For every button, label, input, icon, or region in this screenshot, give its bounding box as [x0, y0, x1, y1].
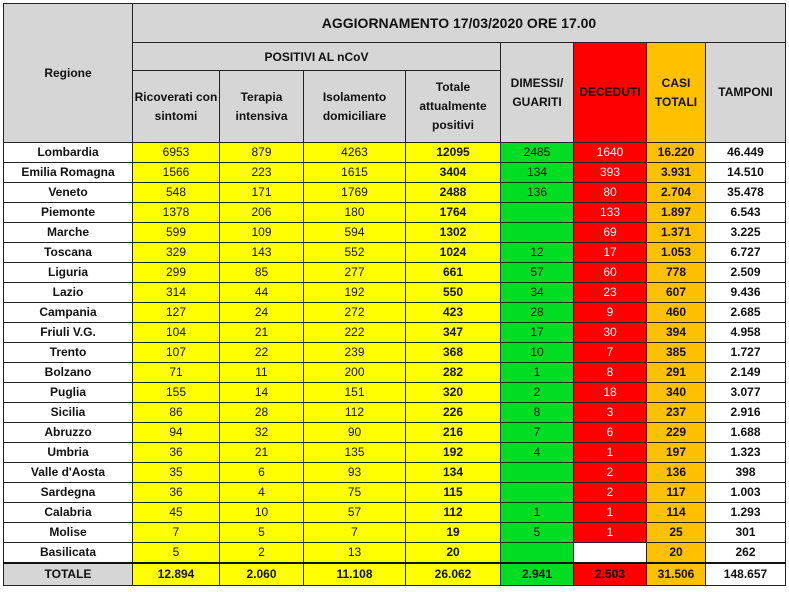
casi-totali-cell: 117	[647, 483, 706, 503]
dimessi-cell	[501, 543, 574, 564]
table-row	[4, 143, 786, 163]
tamponi-cell: 35.478	[706, 183, 786, 203]
tamponi-cell: 1.323	[706, 443, 786, 463]
casi-totali-cell: 460	[647, 303, 706, 323]
table-row	[4, 283, 786, 303]
table-row	[4, 263, 786, 283]
totale-positivi-cell: 550	[406, 283, 501, 303]
totale-positivi-cell: 134	[406, 463, 501, 483]
deceduti-cell: 393	[574, 163, 647, 183]
table-row	[4, 323, 786, 343]
isolamento-cell: 1769	[304, 183, 406, 203]
terapia-header: Terapia intensiva	[220, 71, 304, 143]
table-header	[4, 4, 786, 143]
table-row	[4, 243, 786, 263]
totale-positivi-cell: 226	[406, 403, 501, 423]
isolamento-cell: 1615	[304, 163, 406, 183]
dimessi-cell: 8	[501, 403, 574, 423]
dimessi-cell: 4	[501, 443, 574, 463]
isolamento-cell: 552	[304, 243, 406, 263]
terapia-cell: 879	[220, 143, 304, 163]
dimessi-cell: 7	[501, 423, 574, 443]
tamponi-cell: 46.449	[706, 143, 786, 163]
total-isolamento: 11.108	[304, 563, 406, 586]
totale-positivi-cell: 347	[406, 323, 501, 343]
terapia-cell: 171	[220, 183, 304, 203]
ricoverati-cell: 7	[133, 523, 220, 543]
total-deceduti: 2.503	[574, 563, 647, 586]
casi-totali-cell: 136	[647, 463, 706, 483]
isolamento-cell: 90	[304, 423, 406, 443]
deceduti-cell	[574, 543, 647, 564]
ricoverati-cell: 299	[133, 263, 220, 283]
region-cell: Umbria	[4, 443, 133, 463]
tamponi-cell: 2.149	[706, 363, 786, 383]
deceduti-header: DECEDUTI	[574, 43, 647, 143]
region-cell: Lazio	[4, 283, 133, 303]
dimessi-cell: 2	[501, 383, 574, 403]
casi-totali-cell: 229	[647, 423, 706, 443]
deceduti-cell: 1	[574, 523, 647, 543]
dimessi-cell: 28	[501, 303, 574, 323]
table-row	[4, 443, 786, 463]
casi-totali-cell: 394	[647, 323, 706, 343]
terapia-cell: 4	[220, 483, 304, 503]
region-cell: Basilicata	[4, 543, 133, 564]
deceduti-cell: 80	[574, 183, 647, 203]
region-cell: Calabria	[4, 503, 133, 523]
ricoverati-cell: 36	[133, 443, 220, 463]
isolamento-cell: 192	[304, 283, 406, 303]
deceduti-cell: 2	[574, 463, 647, 483]
tamponi-cell: 398	[706, 463, 786, 483]
casi-totali-cell: 25	[647, 523, 706, 543]
terapia-cell: 44	[220, 283, 304, 303]
deceduti-cell: 8	[574, 363, 647, 383]
region-cell: Abruzzo	[4, 423, 133, 443]
report-title: AGGIORNAMENTO 17/03/2020 ORE 17.00	[133, 4, 786, 43]
deceduti-cell: 60	[574, 263, 647, 283]
totale-positivi-cell: 1764	[406, 203, 501, 223]
tamponi-cell: 9.436	[706, 283, 786, 303]
terapia-cell: 206	[220, 203, 304, 223]
casi-totali-cell: 16.220	[647, 143, 706, 163]
isolamento-cell: 594	[304, 223, 406, 243]
total-ricoverati: 12.894	[133, 563, 220, 586]
casi-totali-cell: 197	[647, 443, 706, 463]
total-totale-positivi: 26.062	[406, 563, 501, 586]
totale-positivi-cell: 368	[406, 343, 501, 363]
totale-positivi-cell: 216	[406, 423, 501, 443]
deceduti-cell: 23	[574, 283, 647, 303]
casi-totali-cell: 1.371	[647, 223, 706, 243]
terapia-cell: 5	[220, 523, 304, 543]
table-row	[4, 303, 786, 323]
tamponi-cell: 3.225	[706, 223, 786, 243]
region-cell: Veneto	[4, 183, 133, 203]
terapia-cell: 21	[220, 323, 304, 343]
total-casi: 31.506	[647, 563, 706, 586]
casi-totali-cell: 1.897	[647, 203, 706, 223]
isolamento-cell: 7	[304, 523, 406, 543]
totale-positivi-cell: 192	[406, 443, 501, 463]
dimessi-cell	[501, 223, 574, 243]
isolamento-cell: 75	[304, 483, 406, 503]
total-terapia: 2.060	[220, 563, 304, 586]
region-cell: Bolzano	[4, 363, 133, 383]
region-cell: Molise	[4, 523, 133, 543]
terapia-cell: 21	[220, 443, 304, 463]
table-row	[4, 363, 786, 383]
covid-report-table-container	[3, 3, 786, 586]
dimessi-cell: 34	[501, 283, 574, 303]
ricoverati-cell: 6953	[133, 143, 220, 163]
tamponi-header: TAMPONI	[706, 43, 786, 143]
isolamento-cell: 272	[304, 303, 406, 323]
casi-totali-cell: 237	[647, 403, 706, 423]
tamponi-cell: 14.510	[706, 163, 786, 183]
region-cell: Lombardia	[4, 143, 133, 163]
tamponi-cell: 3.077	[706, 383, 786, 403]
terapia-cell: 22	[220, 343, 304, 363]
tamponi-cell: 301	[706, 523, 786, 543]
region-cell: Sicilia	[4, 403, 133, 423]
dimessi-cell: 10	[501, 343, 574, 363]
table-row	[4, 163, 786, 183]
isolamento-cell: 135	[304, 443, 406, 463]
dimessi-cell: 2485	[501, 143, 574, 163]
casi-totali-cell: 20	[647, 543, 706, 564]
dimessi-cell: 57	[501, 263, 574, 283]
isolamento-header: Isolamento domiciliare	[304, 71, 406, 143]
isolamento-cell: 151	[304, 383, 406, 403]
terapia-cell: 11	[220, 363, 304, 383]
ricoverati-cell: 35	[133, 463, 220, 483]
ricoverati-header: Ricoverati con sintomi	[133, 71, 220, 143]
totale-positivi-header: Totale attualmente positivi	[406, 71, 501, 143]
table-row	[4, 183, 786, 203]
totale-positivi-cell: 423	[406, 303, 501, 323]
casi-totali-cell: 385	[647, 343, 706, 363]
casi-totali-cell: 3.931	[647, 163, 706, 183]
isolamento-cell: 180	[304, 203, 406, 223]
casi-totali-cell: 340	[647, 383, 706, 403]
totale-positivi-cell: 661	[406, 263, 501, 283]
deceduti-cell: 1	[574, 443, 647, 463]
table-row	[4, 503, 786, 523]
table-row	[4, 223, 786, 243]
ricoverati-cell: 329	[133, 243, 220, 263]
table-row	[4, 523, 786, 543]
covid-report-table	[3, 3, 786, 586]
ricoverati-cell: 127	[133, 303, 220, 323]
tamponi-cell: 1.727	[706, 343, 786, 363]
deceduti-cell: 2	[574, 483, 647, 503]
totals-row	[4, 563, 786, 586]
casi-totali-header: CASI TOTALI	[647, 43, 706, 143]
total-dimessi: 2.941	[501, 563, 574, 586]
region-header: Regione	[4, 4, 133, 143]
deceduti-cell: 17	[574, 243, 647, 263]
terapia-cell: 6	[220, 463, 304, 483]
table-row	[4, 463, 786, 483]
tamponi-cell: 4.958	[706, 323, 786, 343]
casi-totali-cell: 607	[647, 283, 706, 303]
ricoverati-cell: 36	[133, 483, 220, 503]
deceduti-cell: 1	[574, 503, 647, 523]
region-cell: Sardegna	[4, 483, 133, 503]
totals-label: TOTALE	[4, 563, 133, 586]
tamponi-cell: 1.003	[706, 483, 786, 503]
dimessi-cell: 134	[501, 163, 574, 183]
ricoverati-cell: 155	[133, 383, 220, 403]
ricoverati-cell: 45	[133, 503, 220, 523]
ricoverati-cell: 104	[133, 323, 220, 343]
ricoverati-cell: 71	[133, 363, 220, 383]
terapia-cell: 109	[220, 223, 304, 243]
tamponi-cell: 262	[706, 543, 786, 564]
table-row	[4, 343, 786, 363]
deceduti-cell: 69	[574, 223, 647, 243]
isolamento-cell: 239	[304, 343, 406, 363]
ricoverati-cell: 1378	[133, 203, 220, 223]
table-body	[4, 143, 786, 586]
table-row	[4, 543, 786, 564]
terapia-cell: 28	[220, 403, 304, 423]
dimessi-header: DIMESSI/ GUARITI	[501, 43, 574, 143]
table-row	[4, 383, 786, 403]
region-cell: Marche	[4, 223, 133, 243]
dimessi-cell	[501, 203, 574, 223]
casi-totali-cell: 2.704	[647, 183, 706, 203]
region-cell: Emilia Romagna	[4, 163, 133, 183]
ricoverati-cell: 86	[133, 403, 220, 423]
totale-positivi-cell: 20	[406, 543, 501, 564]
dimessi-cell: 1	[501, 503, 574, 523]
casi-totali-cell: 1.053	[647, 243, 706, 263]
casi-totali-cell: 114	[647, 503, 706, 523]
tamponi-cell: 2.685	[706, 303, 786, 323]
isolamento-cell: 112	[304, 403, 406, 423]
isolamento-cell: 200	[304, 363, 406, 383]
table-row	[4, 203, 786, 223]
isolamento-cell: 4263	[304, 143, 406, 163]
isolamento-cell: 222	[304, 323, 406, 343]
ricoverati-cell: 599	[133, 223, 220, 243]
ricoverati-cell: 5	[133, 543, 220, 564]
table-row	[4, 403, 786, 423]
total-tamponi: 148.657	[706, 563, 786, 586]
region-cell: Puglia	[4, 383, 133, 403]
tamponi-cell: 1.688	[706, 423, 786, 443]
table-row	[4, 423, 786, 443]
deceduti-cell: 7	[574, 343, 647, 363]
isolamento-cell: 277	[304, 263, 406, 283]
terapia-cell: 24	[220, 303, 304, 323]
dimessi-cell: 136	[501, 183, 574, 203]
region-cell: Campania	[4, 303, 133, 323]
ricoverati-cell: 314	[133, 283, 220, 303]
totale-positivi-cell: 12095	[406, 143, 501, 163]
terapia-cell: 14	[220, 383, 304, 403]
region-cell: Piemonte	[4, 203, 133, 223]
casi-totali-cell: 778	[647, 263, 706, 283]
positivi-group-header: POSITIVI AL nCoV	[133, 43, 501, 71]
table-row	[4, 483, 786, 503]
totale-positivi-cell: 1302	[406, 223, 501, 243]
deceduti-cell: 3	[574, 403, 647, 423]
tamponi-cell: 6.543	[706, 203, 786, 223]
isolamento-cell: 57	[304, 503, 406, 523]
isolamento-cell: 13	[304, 543, 406, 564]
dimessi-cell	[501, 483, 574, 503]
deceduti-cell: 6	[574, 423, 647, 443]
totale-positivi-cell: 320	[406, 383, 501, 403]
totale-positivi-cell: 1024	[406, 243, 501, 263]
dimessi-cell: 12	[501, 243, 574, 263]
tamponi-cell: 2.916	[706, 403, 786, 423]
ricoverati-cell: 107	[133, 343, 220, 363]
region-cell: Trento	[4, 343, 133, 363]
dimessi-cell: 5	[501, 523, 574, 543]
totale-positivi-cell: 282	[406, 363, 501, 383]
terapia-cell: 85	[220, 263, 304, 283]
totale-positivi-cell: 112	[406, 503, 501, 523]
terapia-cell: 143	[220, 243, 304, 263]
region-cell: Friuli V.G.	[4, 323, 133, 343]
region-cell: Valle d'Aosta	[4, 463, 133, 483]
totale-positivi-cell: 3404	[406, 163, 501, 183]
ricoverati-cell: 548	[133, 183, 220, 203]
totale-positivi-cell: 2488	[406, 183, 501, 203]
isolamento-cell: 93	[304, 463, 406, 483]
deceduti-cell: 30	[574, 323, 647, 343]
tamponi-cell: 6.727	[706, 243, 786, 263]
dimessi-cell	[501, 463, 574, 483]
totale-positivi-cell: 115	[406, 483, 501, 503]
dimessi-cell: 17	[501, 323, 574, 343]
tamponi-cell: 2.509	[706, 263, 786, 283]
dimessi-cell: 1	[501, 363, 574, 383]
region-cell: Liguria	[4, 263, 133, 283]
terapia-cell: 2	[220, 543, 304, 564]
terapia-cell: 223	[220, 163, 304, 183]
deceduti-cell: 9	[574, 303, 647, 323]
region-cell: Toscana	[4, 243, 133, 263]
deceduti-cell: 1640	[574, 143, 647, 163]
ricoverati-cell: 1566	[133, 163, 220, 183]
terapia-cell: 32	[220, 423, 304, 443]
deceduti-cell: 18	[574, 383, 647, 403]
totale-positivi-cell: 19	[406, 523, 501, 543]
tamponi-cell: 1.293	[706, 503, 786, 523]
terapia-cell: 10	[220, 503, 304, 523]
deceduti-cell: 133	[574, 203, 647, 223]
ricoverati-cell: 94	[133, 423, 220, 443]
casi-totali-cell: 291	[647, 363, 706, 383]
